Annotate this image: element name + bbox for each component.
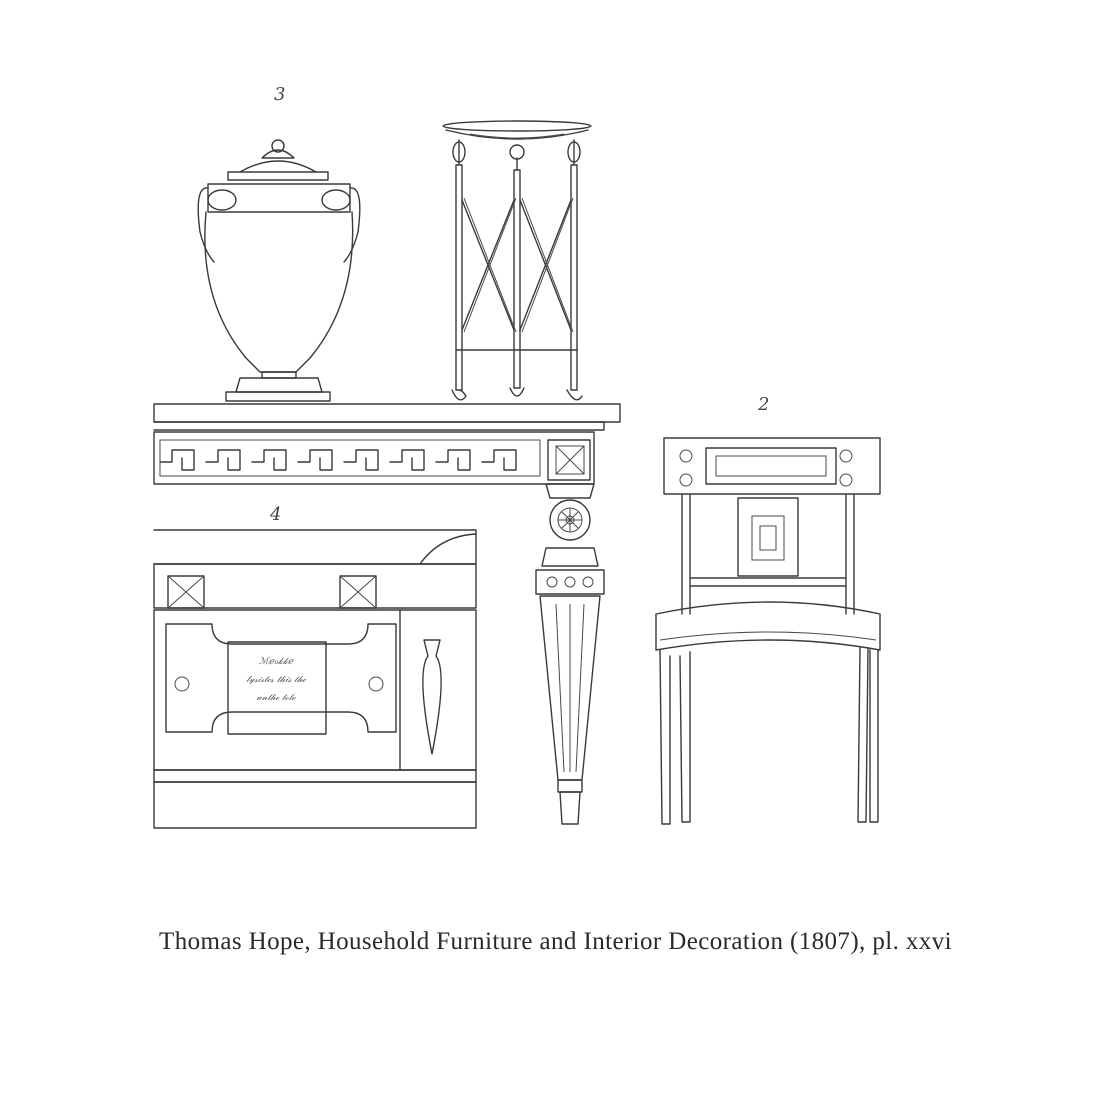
inscription-line-2: 𝓁𝓎𝓈𝒾𝓈𝓉ℯ𝓈 𝓉𝒽𝒾𝓈 𝓉𝒽ℯ	[246, 675, 306, 685]
pedestal-figure	[154, 504, 476, 828]
inscription-line-3: 𝒶𝓃𝓉𝒽ℯ 𝓉ℴ𝓁ℯ	[256, 693, 296, 703]
figure-number-4: 4	[270, 504, 282, 525]
figure-number-3: 3	[274, 84, 286, 105]
plate-caption: Thomas Hope, Household Furniture and Interior Decoration (1807), pl. xxvi	[159, 928, 952, 955]
inscription-line-1: ℳℯℴ𝓀𝓀ℯ	[258, 657, 294, 667]
console-table-figure	[154, 404, 620, 824]
figure-number-2: 2	[758, 394, 770, 415]
urn-figure	[198, 84, 360, 401]
chair-figure	[656, 394, 880, 824]
tripod-stand-figure	[443, 121, 591, 400]
